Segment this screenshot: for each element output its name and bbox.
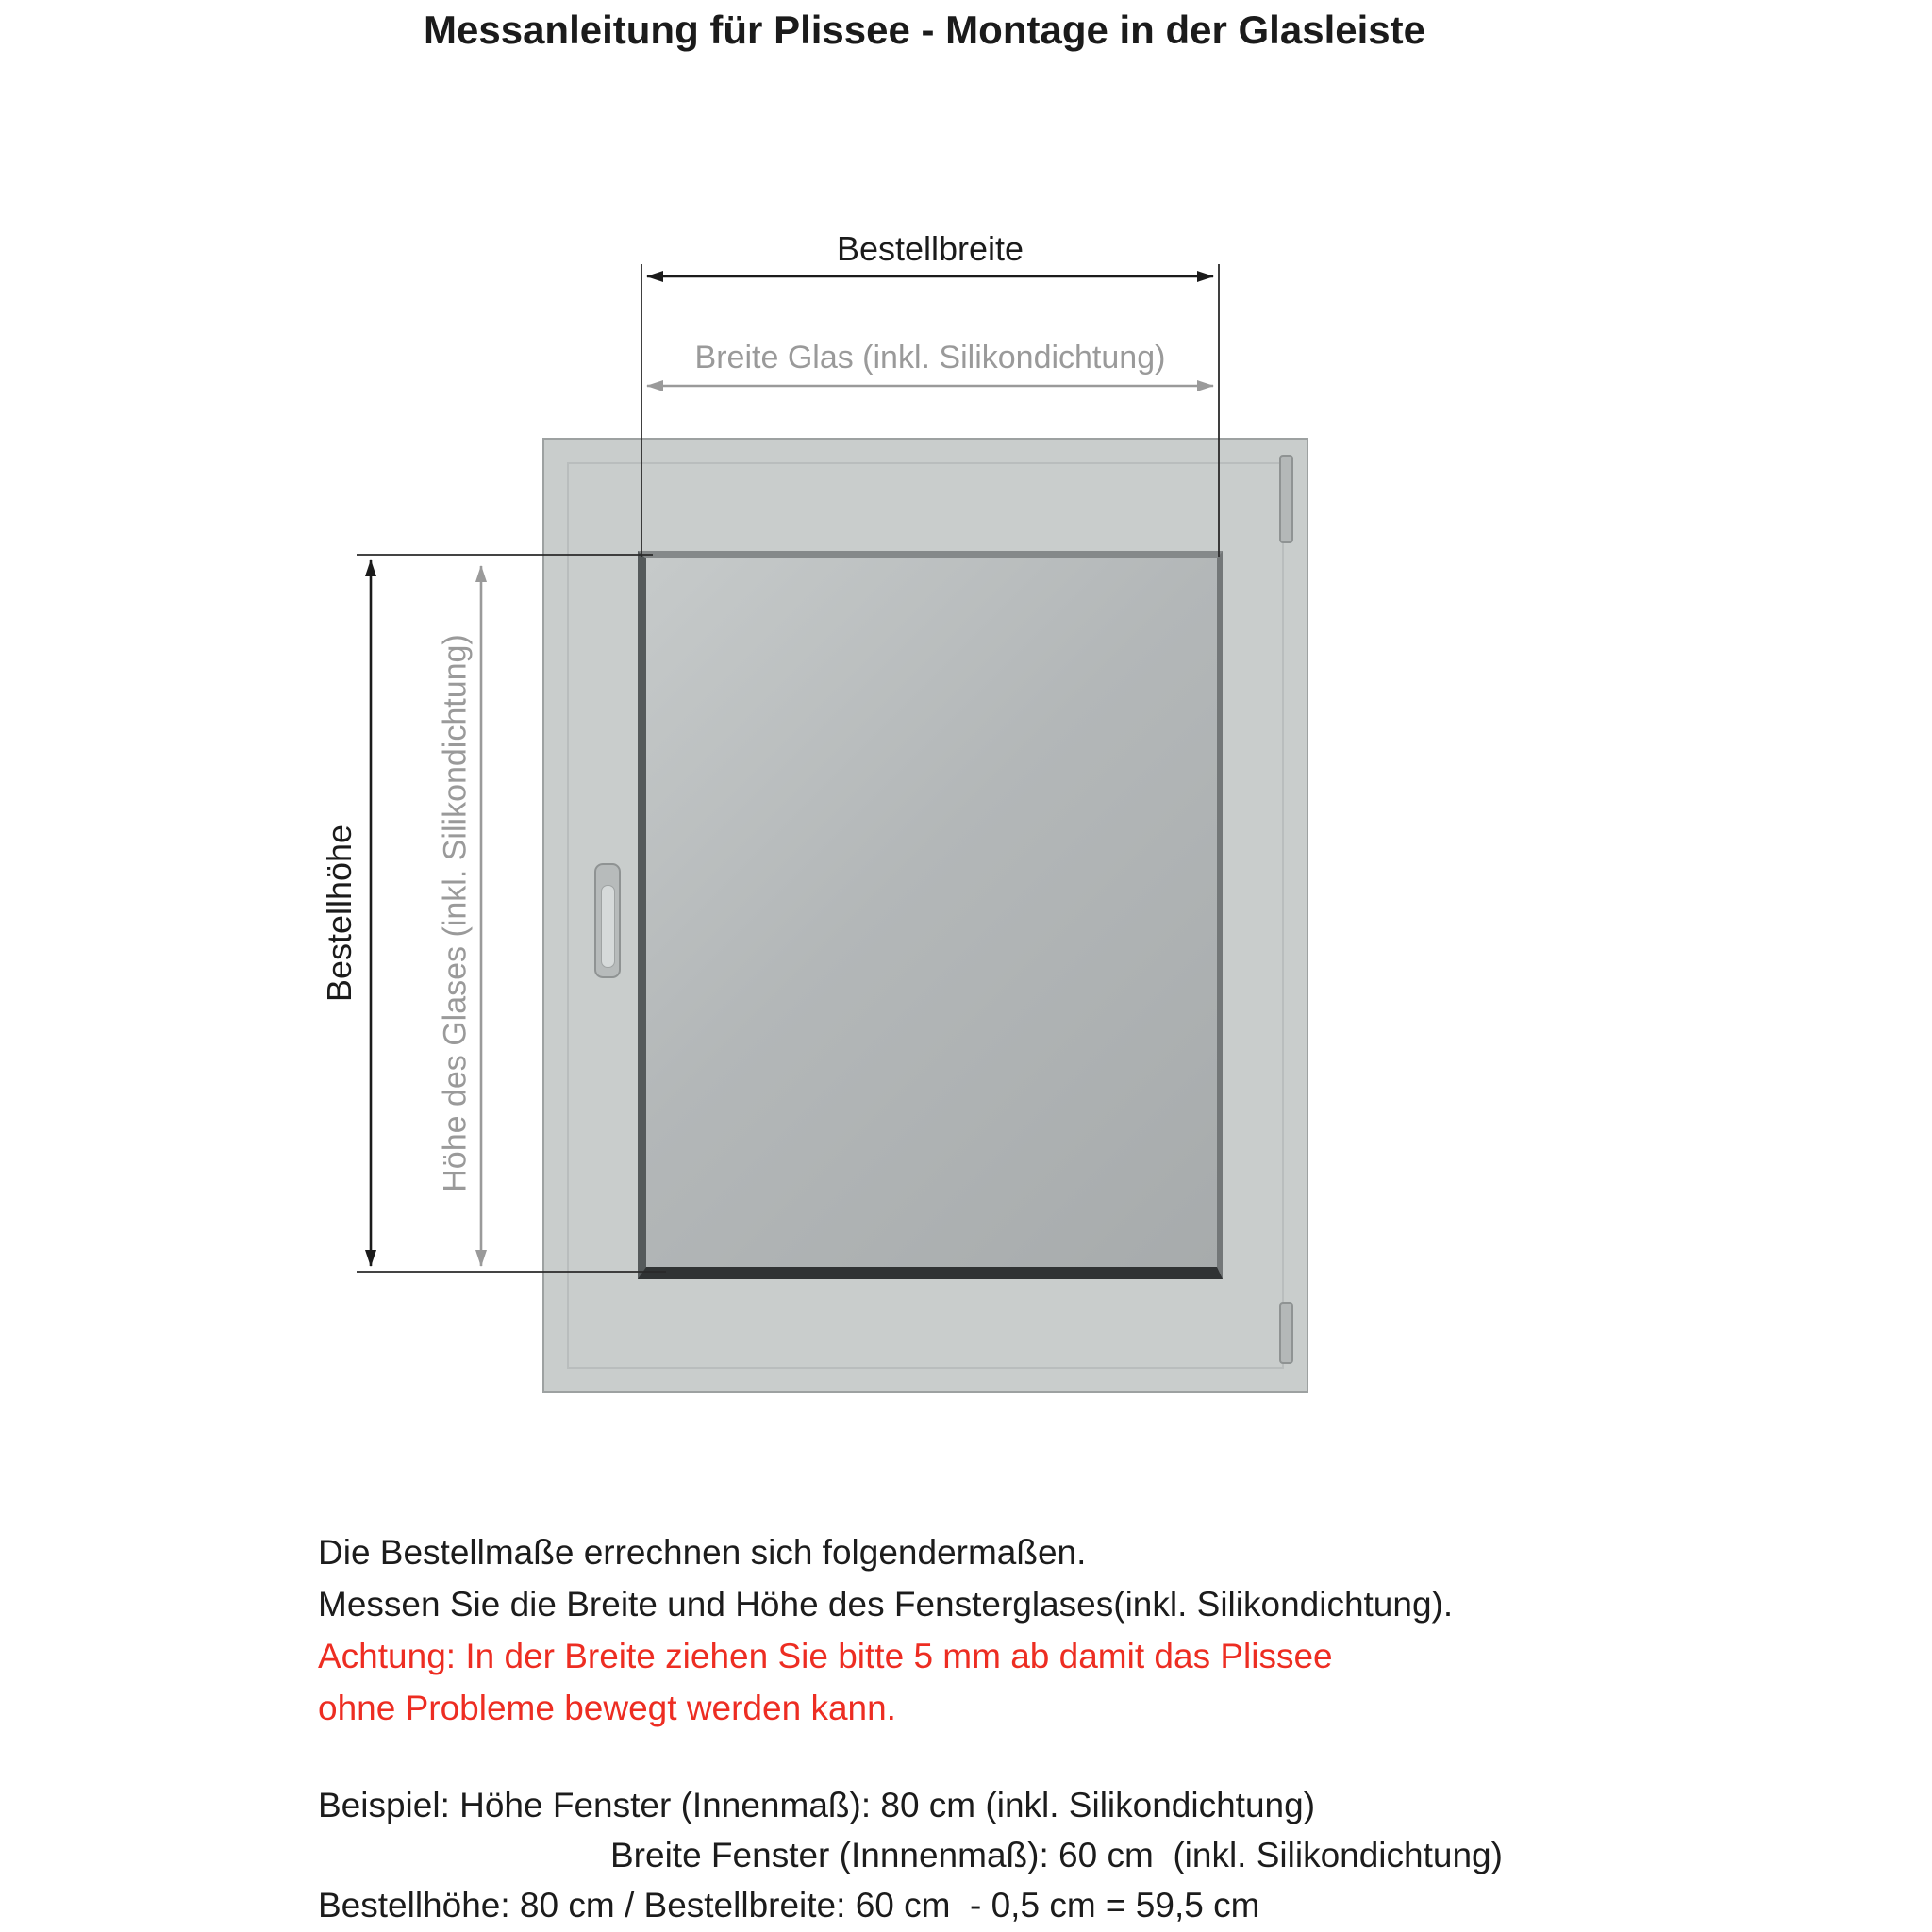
instruction-line-2: Messen Sie die Breite und Höhe des Fensterglases(inkl. Silikondichtung). [318,1585,1454,1624]
example-line-3: Bestellhöhe: 80 cm / Bestellbreite: 60 cm - 0,5 cm = 59,5 cm [318,1886,1260,1924]
bestellbreite-label: Bestellbreite [836,229,1024,268]
hoehe-glas-label: Höhe des Glases (inkl. Silikondichtung) [437,634,474,1192]
instruction-line-1: Die Bestellmaße errechnen sich folgendermaßen. [318,1533,1087,1572]
window-glass-pane [638,551,1223,1279]
window-handle-grip [601,885,615,968]
warning-line-1: Achtung: In der Breite ziehen Sie bitte 5 mm ab damit das Plissee [318,1637,1333,1675]
breite-glas-label: Breite Glas (inkl. Silikondichtung) [694,340,1166,375]
warning-line-2: ohne Probleme bewegt werden kann. [318,1689,896,1727]
example-text-block [318,1780,1503,1930]
bestellhoehe-label: Bestellhöhe [320,824,358,1003]
example-line-1: Beispiel: Höhe Fenster (Innenmaß): 80 cm (inkl. Silikondichtung) [318,1786,1316,1824]
window-hinge-bottom [1279,1302,1293,1364]
instruction-text-block [318,1526,1453,1734]
window-hinge-top [1279,455,1293,543]
page-title: Messanleitung für Plissee - Montage in der Glasleiste [424,8,1425,52]
example-line-2: Breite Fenster (Innnenmaß): 60 cm (inkl. Silikondichtung) [610,1836,1503,1874]
